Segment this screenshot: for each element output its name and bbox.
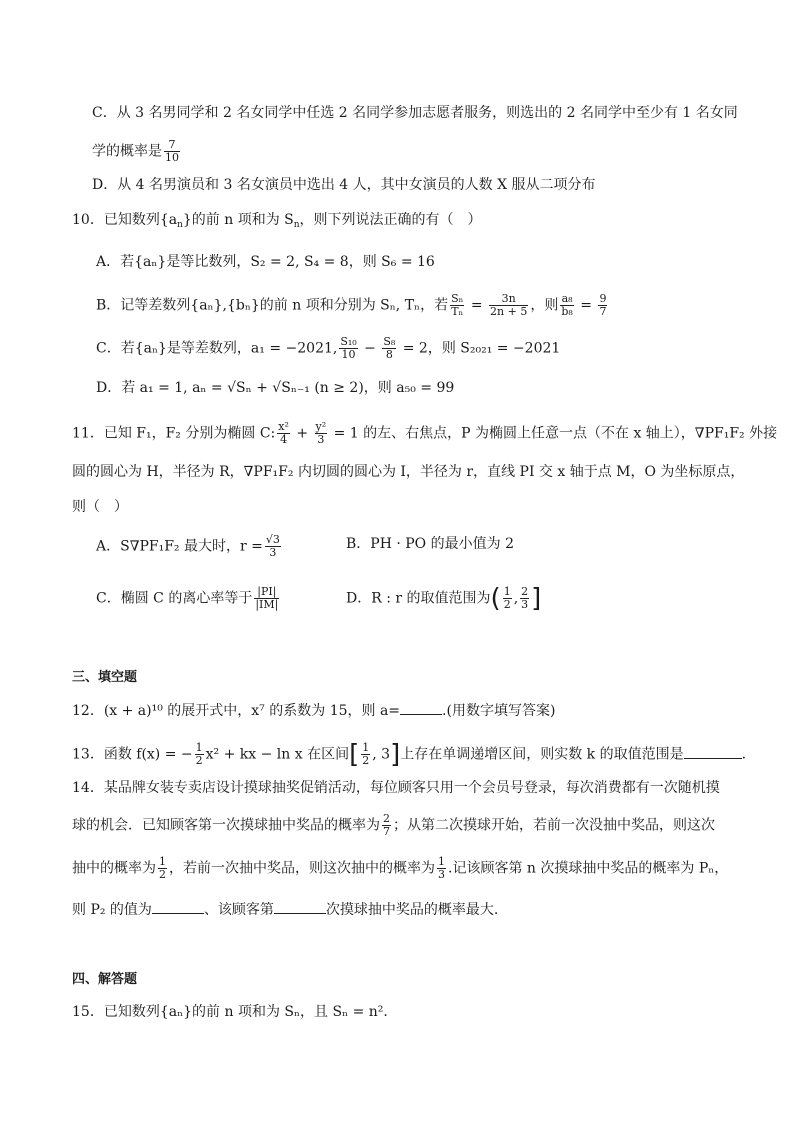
fraction [195,742,204,767]
fraction-numerator: 1 [438,855,445,868]
q15-line: 15．已知数列{aₙ}的前 n 项和为 Sₙ，且 Sₙ = n². [72,1004,388,1020]
q14-line2 [72,813,715,838]
fraction-denominator: b₈ [561,305,573,318]
fraction-numerator: 1 [503,585,511,598]
fraction [489,293,528,318]
q11-option-c [96,586,281,611]
fraction-denominator: 10 [165,151,179,164]
fraction-numerator: x² [278,420,289,433]
fraction [315,421,328,446]
section-heading-solutions: 四、解答题 [72,972,138,987]
fraction-numerator: 2 [521,585,529,598]
q14-line4-mid: 、该顾客第 [203,902,274,918]
left-paren: ( [490,583,501,614]
fraction-denominator: 3 [438,868,445,881]
fraction [361,742,370,767]
q10-option-b [96,293,609,318]
fraction [382,813,391,838]
q10-stem-part: 10．已知数列{a [72,212,178,228]
fraction-numerator: y² [315,420,327,433]
fraction-denominator: 8 [385,348,393,361]
q10-stem: 10．已知数列$\{a_n\}$的前 n 项和为 $S_n$，则下列说法正确的有（ ） [72,212,482,230]
fraction-denominator: 2 [195,754,203,767]
q12-line [72,700,555,721]
q13-mid: x² + kx − ln x 在区间 [205,746,350,763]
q10-option-c [96,336,560,361]
q14-line3 [72,856,728,881]
q10-stem-part: ，则下列说法正确的有（ ） [299,212,482,228]
left-bracket: [ [349,739,360,770]
fraction-numerator: 1 [195,741,203,754]
fraction-denominator: 3 [521,598,529,611]
fraction-denominator: 2n + 5 [490,305,528,318]
fraction [164,139,180,164]
q11-option-a-prefix: A．S∇PF₁F₂ 最大时，r = [96,538,263,555]
q10-option-c-prefix: C．若{aₙ}是等差数列，a₁ = −2021, [96,340,338,357]
fraction [277,421,290,446]
q14-line2-prefix: 球的机会．已知顾客第一次摸球抽中奖品的概率为 [72,817,380,834]
q11-option-a [96,534,283,559]
right-bracket: ] [390,739,401,770]
fraction-numerator: √3 [265,533,280,546]
fraction-denominator: 7 [599,305,607,318]
answer-blank[interactable] [400,700,442,715]
fraction [520,586,529,611]
q11-option-b: B．PH · PO 的最小值为 2 [346,536,514,552]
q10-option-c-suffix: = 2，则 S₂₀₂₁ = −2021 [398,340,561,357]
q11-line3: 则（ ） [72,499,128,515]
answer-blank[interactable] [684,744,742,759]
q10-option-a: A．若{aₙ}是等比数列，S₂ = 2, S₄ = 8，则 S₆ = 16 [96,254,435,270]
plus-sign: + [291,425,313,442]
answer-blank[interactable] [152,899,204,914]
q9-option-c-line2 [92,139,182,164]
fraction-numerator: 2 [383,812,390,825]
q14-line4 [72,899,498,920]
q13-end: . [741,746,747,763]
q11-option-d: D．R : r 的取值范围为( $\frac{1}{2}$ , $\frac{2}{3}$ ] [346,583,542,614]
fraction-numerator: a₈ [561,292,573,305]
q14-line4-prefix: 则 P₂ 的值为 [72,902,152,918]
fraction-numerator: |PI| [254,586,279,599]
q11-option-d-prefix: D．R : r 的取值范围为 [346,590,491,607]
q12-suffix: .(用数字填写答案) [442,703,556,719]
q11-line1-prefix: 11．已知 F₁，F₂ 分别为椭圆 C: [72,425,276,442]
fraction-numerator: S₁₀ [340,335,357,348]
fraction [450,293,464,318]
q11-line2: 圆的圆心为 H，半径为 R，∇PF₁F₂ 内切圆的圆心为 I，半径为 r，直线 PI 交 x 轴于点 M，O 为坐标原点， [72,464,745,480]
fraction [254,586,279,611]
fraction [158,856,167,881]
fraction-numerator: 7 [164,139,180,152]
q14-line1: 14．某品牌女装专卖店设计摸球抽奖促销活动，每位顾客只用一个会员号登录，每次消费都有一次随机摸 [72,780,720,796]
q11-line1-suffix: = 1 的左、右焦点，P 为椭圆上任意一点（不在 x 轴上），∇PF₁F₂ 外接 [329,425,778,442]
fraction-numerator: 9 [599,292,607,305]
fraction-numerator: 1 [159,855,166,868]
fraction-numerator: 1 [362,741,370,754]
q11-line1 [72,421,777,446]
right-bracket: ] [531,583,542,614]
interval-upper: , 3 [372,746,391,763]
q9-option-c-line1: C．从 3 名男同学和 2 名女同学中任选 2 名同学参加志愿者服务，则选出的 2 名同学中至少有 1 名女同 [92,105,738,121]
fraction-denominator: 10 [341,348,356,361]
q10-stem-part: }的前 n 项和为 S [182,212,294,228]
q10-option-b-mid: ，则 [530,297,559,314]
q12-prefix: 12．(x + a)¹⁰ 的展开式中，x⁷ 的系数为 15，则 a= [72,703,401,719]
fraction [339,336,357,361]
q14-line3-prefix: 抽中的概率为 [72,860,156,877]
equals-sign: = [575,297,597,314]
q14-line4-suffix: 次摸球抽中奖品的概率最大. [325,902,499,918]
fraction [560,293,573,318]
fraction [382,336,396,361]
q10-option-b-prefix: B．记等差数列{aₙ},{bₙ}的前 n 项和分别为 Sₙ, Tₙ，若 [96,297,449,314]
q11-option-c-prefix: C．椭圆 C 的离心率等于 [96,590,253,607]
fraction [437,856,446,881]
q13-prefix: 13．函数 f(x) = − [72,746,193,763]
q9-option-c-prefix: 学的概率是 [92,143,162,160]
answer-blank[interactable] [274,899,326,914]
fraction-denominator: 2 [503,598,511,611]
fraction-denominator: 4 [280,433,288,446]
q9-option-d: D．从 4 名男演员和 3 名女演员中选出 4 人，其中女演员的人数 X 服从二项分布 [92,177,596,193]
q10-option-d: D．若 a₁ = 1, aₙ = √Sₙ + √Sₙ₋₁ (n ≥ 2)，则 a₅₀ = 99 [96,380,455,396]
fraction-denominator: 2 [159,868,166,881]
fraction-denominator: 2 [362,754,370,767]
fraction [598,293,607,318]
minus-sign: − [359,340,381,357]
q13-line [72,739,747,770]
fraction [503,586,512,611]
q13-suffix: 上存在单调递增区间，则实数 k 的取值范围是 [400,746,684,763]
q14-line3-suffix: .记该顾客第 n 次摸球抽中奖品的概率为 Pₙ， [448,860,729,877]
fraction-denominator: Tₙ [451,305,464,318]
fraction-denominator: 3 [269,546,277,559]
q14-line2-suffix: ；从第二次摸球开始，若前一次没抽中奖品，则这次 [393,817,715,834]
fraction-denominator: 3 [317,433,325,446]
fraction-denominator: 7 [383,825,390,838]
fraction-denominator: |IM| [255,598,279,611]
fraction-numerator: 3n [489,293,528,306]
fraction-numerator: S₈ [383,335,396,348]
equals-sign: = [466,297,488,314]
q14-line3-mid: ，若前一次抽中奖品，则这次抽中的概率为 [169,860,435,877]
section-heading-fill-in: 三、填空题 [72,670,138,685]
fraction [265,534,281,559]
fraction-numerator: Sₙ [451,292,464,305]
